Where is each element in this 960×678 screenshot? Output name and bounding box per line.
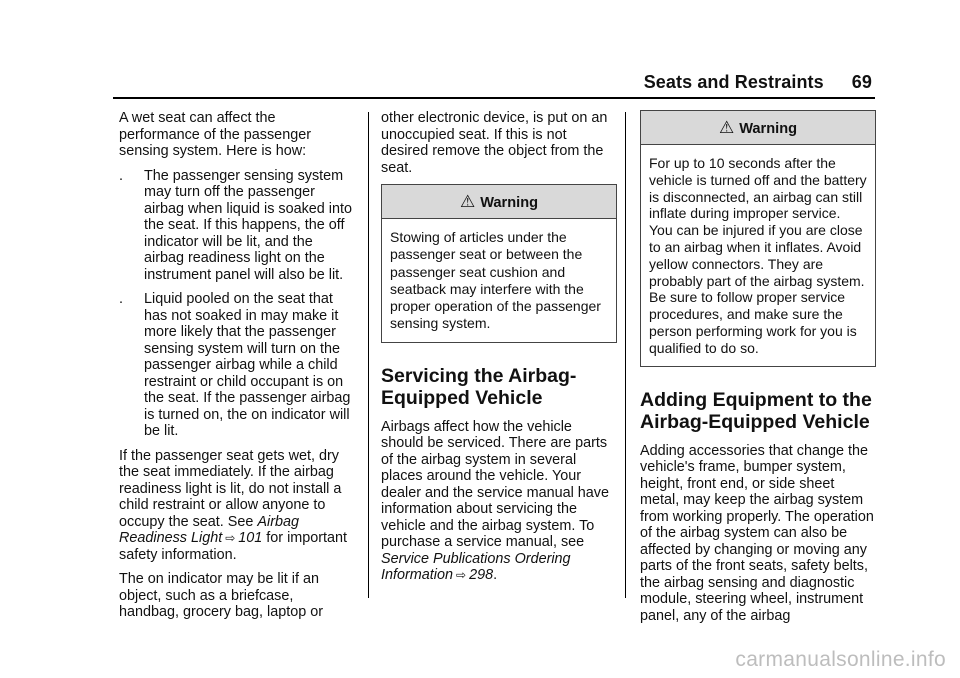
- servicing-paragraph: [381, 419, 617, 584]
- warning-title: Warning: [480, 195, 539, 211]
- bullet-item: [119, 168, 355, 284]
- paragraph-text: If the passenger seat gets wet, dry the seat immediately. If the airbag readiness light is lit, do not install a child restraint or allow anyone to occupy the seat. See: [119, 447, 342, 530]
- bullet-text: The passenger sensing system may turn off the passenger airbag when liquid is soaked into the seat. If this happens, the off indicator will be lit, and the airbag readiness light on the instrument panel will also be lit.: [144, 167, 352, 283]
- paragraph-tail: for important safety information.: [119, 530, 348, 563]
- warning-header: [641, 111, 875, 145]
- bullet-text: Liquid pooled on the seat that has not soaked in may make it more likely that the passenger sensing system will turn on the passenger airbag while a child restraint or child occupant is on the seat. If the passenger airbag is turned on, the on indicator will be lit.: [144, 291, 351, 439]
- watermark: carmanualsonline.info: [735, 648, 946, 671]
- page-reference-icon: ⇨: [456, 568, 467, 583]
- section-heading: Adding Equipment to the Airbag-Equipped Vehicle: [640, 388, 872, 433]
- warning-body: Stowing of articles under the passenger seat or between the passenger seat cushion and seatback may interfere with the proper operation of the passenger sensing system.: [390, 229, 601, 332]
- column-3: [640, 110, 876, 632]
- intro-paragraph: A wet seat can affect the performance of the passenger sensing system. Here is how:: [119, 110, 311, 159]
- warning-header: [382, 185, 616, 219]
- bullet-mark: .: [119, 291, 123, 307]
- warning-body: For up to 10 seconds after the vehicle is turned off and the battery is disconnected, an airbag can still inflate during improper service. You can be injured if you are close to an airbag when it inflates. Avoid yellow connectors. They are probably part of the airbag system. Be sure to follow proper service procedures, and make sure the person performing work for you is qualified to do so.: [649, 155, 867, 356]
- bullet-item: [119, 291, 355, 440]
- paragraph-end: .: [493, 567, 498, 584]
- section-title: Seats and Restraints: [643, 72, 824, 92]
- header-rule: [113, 97, 875, 99]
- page-reference-icon: ⇨: [225, 531, 236, 545]
- column-divider-2: [625, 112, 626, 598]
- warning-box: [640, 110, 876, 367]
- column-2: [381, 110, 617, 592]
- warning-title: Warning: [739, 121, 798, 137]
- equipment-paragraph: Adding accessories that change the vehicle's frame, bumper system, height, front end, or side sheet metal, may keep the airbag system from working properly. The operation of the airbag system can also be affected by changing or moving any parts of the front seats, safety belts, the airbag sensing and diagnostic module, steering wheel, instrument panel, any of the airbag: [640, 442, 874, 624]
- wet-seat-paragraph: [119, 448, 355, 564]
- warning-icon: ⚠: [459, 192, 476, 211]
- page-header: [644, 72, 872, 93]
- page-number: 69: [851, 72, 872, 92]
- service-publications-link[interactable]: Service Publications Ordering Information: [381, 550, 571, 584]
- column-1: [119, 110, 355, 629]
- page-reference-number[interactable]: 298: [469, 567, 494, 584]
- paragraph-text: Airbags affect how the vehicle should be serviced. There are parts of the airbag system in several places around the vehicle. Your dealer and the service manual have information about servicing the vehicle and the airbag system. To purchase a service manual, see: [381, 418, 609, 551]
- page-reference-number[interactable]: 101: [238, 530, 263, 546]
- airbag-readiness-link[interactable]: Airbag Readiness Light: [119, 513, 300, 546]
- indicator-paragraph: The on indicator may be lit if an object, such as a briefcase, handbag, grocery bag, laptop or: [119, 571, 324, 620]
- bullet-mark: .: [119, 167, 123, 184]
- section-heading: Servicing the Airbag-Equipped Vehicle: [381, 364, 577, 409]
- warning-box: [381, 184, 617, 343]
- column-divider-1: [368, 112, 369, 598]
- warning-icon: ⚠: [718, 118, 735, 137]
- continued-paragraph: other electronic device, is put on an unoccupied seat. If this is not desired remove the object from the seat.: [381, 110, 608, 176]
